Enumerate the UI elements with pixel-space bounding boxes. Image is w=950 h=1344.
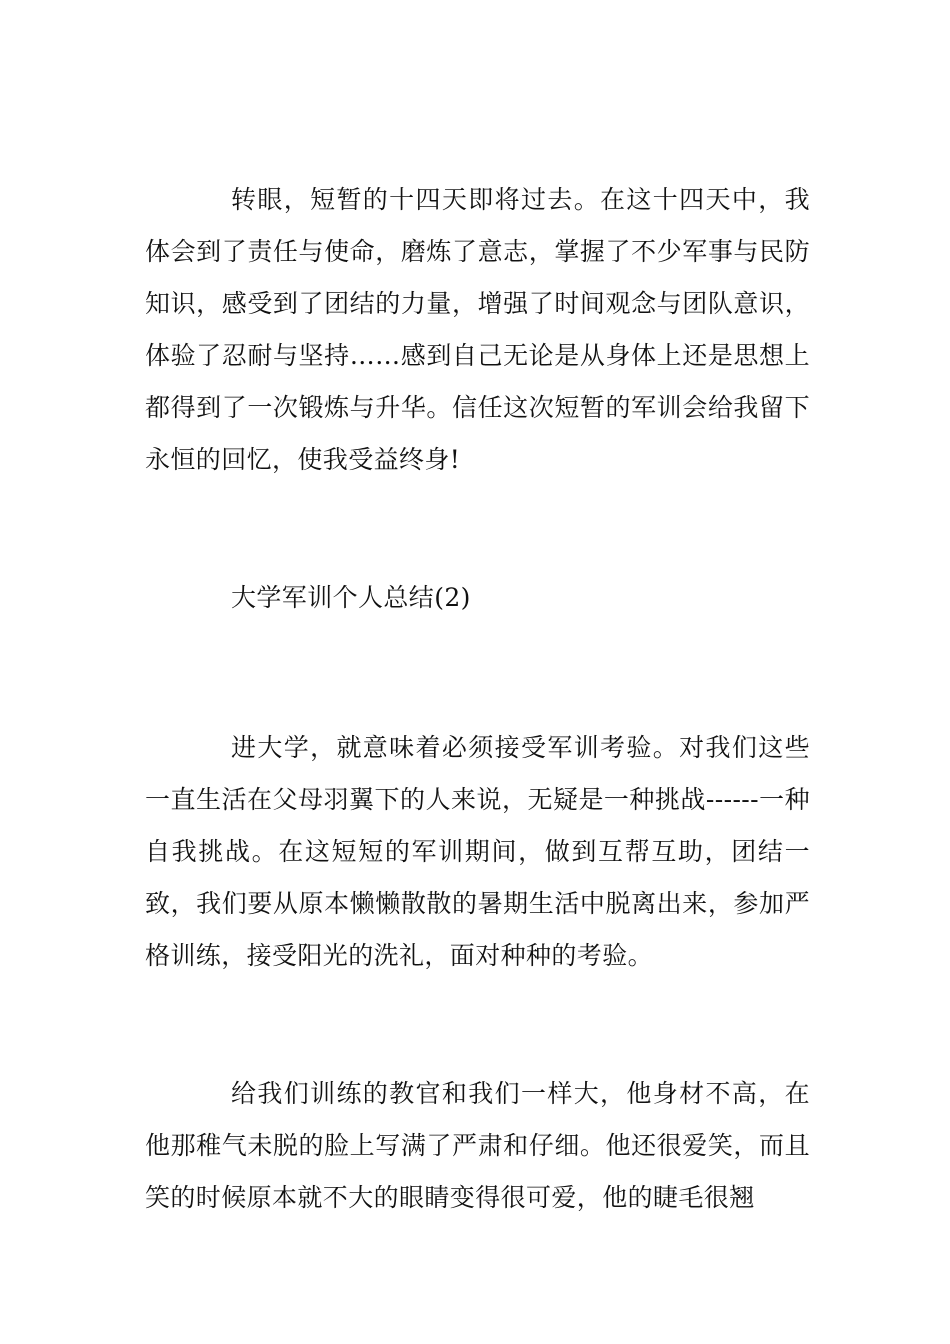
paragraph-military-training-reflection: 转眼，短暂的十四天即将过去。在这十四天中，我体会到了责任与使命，磨炼了意志，掌握了不少军事与民防知识，感受到了团结的力量，增强了时间观念与团队意识，体验了忍耐与坚持……感到自己无论是从身体上还是思想上都得到了一次锻炼与升华。信任这次短暂的军训会给我留下永恒的回忆，使我受益终身!	[145, 185, 810, 474]
section-heading: 大学军训个人总结(2)	[231, 583, 471, 612]
paragraph-instructor-description: 给我们训练的教官和我们一样大，他身材不高，在他那稚气未脱的脸上写满了严肃和仔细。他还很爱笑，而且笑的时候原本就不大的眼睛变得很可爱，他的睫毛很翘	[145, 1079, 810, 1212]
paragraph-entering-university: 进大学，就意味着必须接受军训考验。对我们这些一直生活在父母羽翼下的人来说，无疑是一种挑战------一种自我挑战。在这短短的军训期间，做到互帮互助，团结一致，我们要从原本懒懒散散的暑期生活中脱离出来，参加严格训练，接受阳光的洗礼，面对种种的考验。	[145, 733, 810, 970]
